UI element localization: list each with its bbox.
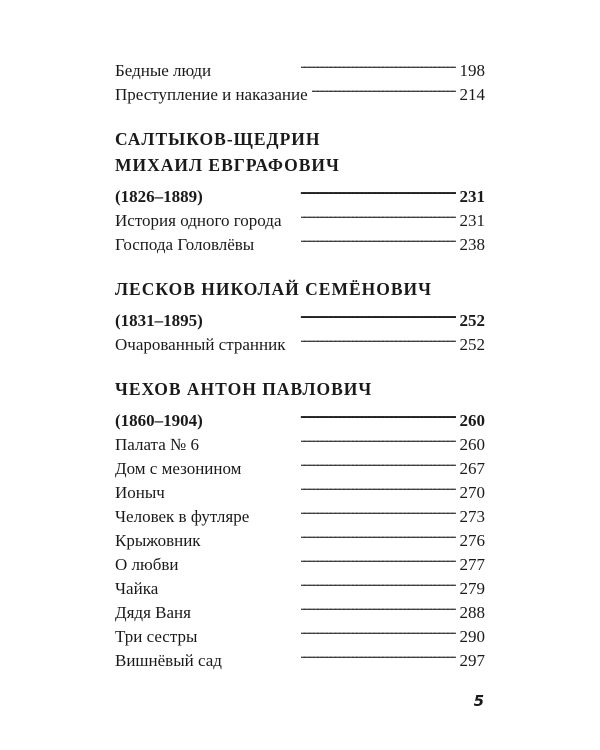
dot-leader — [182, 546, 455, 570]
toc-entry-title: Три сестры — [115, 627, 198, 646]
toc-entry-title: Вишнёвый сад — [115, 651, 222, 670]
toc-entry-title: Чайка — [115, 579, 159, 598]
page-number: 5 — [473, 692, 484, 710]
toc-entry-title: История одного города — [115, 211, 282, 230]
author-years: (1831–1895) — [115, 311, 203, 330]
author-section-saltykov — [115, 126, 485, 254]
dot-leader — [195, 594, 456, 618]
author-name-line: ЛЕСКОВ НИКОЛАЙ СЕМЁНОВИЧ — [115, 279, 432, 299]
toc-entry-page: 231 — [459, 211, 485, 230]
author-years-entry[interactable] — [115, 302, 485, 330]
dot-leader — [289, 326, 455, 350]
toc-entry-page: 198 — [459, 61, 485, 80]
toc-entry-page: 252 — [459, 335, 485, 354]
toc-entry-title: Дядя Ваня — [115, 603, 191, 622]
toc-entry[interactable] — [115, 594, 485, 622]
toc-entry-page: 267 — [459, 459, 485, 478]
toc-entry-title: Преступление и наказание — [115, 85, 308, 104]
toc-entry-page: 276 — [459, 531, 485, 550]
dot-leader — [205, 522, 456, 546]
dot-leader — [258, 226, 455, 250]
dot-leader — [226, 642, 456, 666]
dot-leader — [203, 426, 456, 450]
author-section-chekhov — [115, 376, 485, 670]
toc-entry-title: Ионыч — [115, 483, 165, 502]
toc-entry-page: 288 — [459, 603, 485, 622]
toc-entry[interactable] — [115, 52, 485, 80]
toc-entry-page: 252 — [459, 311, 485, 330]
toc-entry[interactable] — [115, 570, 485, 598]
toc-entry[interactable] — [115, 474, 485, 502]
toc-entry-title: Человек в футляре — [115, 507, 250, 526]
toc-entry-page: 270 — [459, 483, 485, 502]
table-of-contents — [115, 52, 485, 670]
author-years: (1860–1904) — [115, 411, 203, 430]
author-years: (1826–1889) — [115, 187, 203, 206]
toc-entry-page: 238 — [459, 235, 485, 254]
author-name-line: САЛТЫКОВ-ЩЕДРИН — [115, 129, 321, 149]
toc-entry-title: Господа Головлёвы — [115, 235, 255, 254]
toc-entry[interactable] — [115, 498, 485, 526]
toc-entry-page: 279 — [459, 579, 485, 598]
author-section-leskov — [115, 276, 485, 354]
dot-leader — [207, 402, 456, 426]
toc-entry-title: Дом с мезонином — [115, 459, 242, 478]
dot-leader — [245, 450, 455, 474]
toc-entry-page: 231 — [459, 187, 485, 206]
dot-leader — [201, 618, 455, 642]
toc-entry-page: 290 — [459, 627, 485, 646]
dot-leader — [169, 474, 456, 498]
toc-entry-page: 260 — [459, 411, 485, 430]
author-name-line: ЧЕХОВ АНТОН ПАВЛОВИЧ — [115, 379, 373, 399]
toc-entry-title: Палата № 6 — [115, 435, 199, 454]
toc-entry-page: 273 — [459, 507, 485, 526]
dot-leader — [312, 76, 456, 100]
toc-entry-title: Крыжовник — [115, 531, 201, 550]
author-years-entry[interactable] — [115, 402, 485, 430]
dot-leader — [253, 498, 455, 522]
toc-entry-page: 297 — [459, 651, 485, 670]
toc-entry-title: Очарованный странник — [115, 335, 286, 354]
dot-leader — [215, 52, 455, 76]
toc-entry-page: 214 — [459, 85, 485, 104]
toc-entry-title: Бедные люди — [115, 61, 212, 80]
author-name-line: МИХАИЛ ЕВГРАФОВИЧ — [115, 155, 340, 175]
dot-leader — [162, 570, 455, 594]
dot-leader — [286, 202, 456, 226]
toc-entry-page: 260 — [459, 435, 485, 454]
dot-leader — [207, 178, 456, 202]
author-years-entry[interactable] — [115, 178, 485, 206]
dot-leader — [207, 302, 456, 326]
toc-entry-page: 277 — [459, 555, 485, 574]
toc-entry-title: О любви — [115, 555, 179, 574]
